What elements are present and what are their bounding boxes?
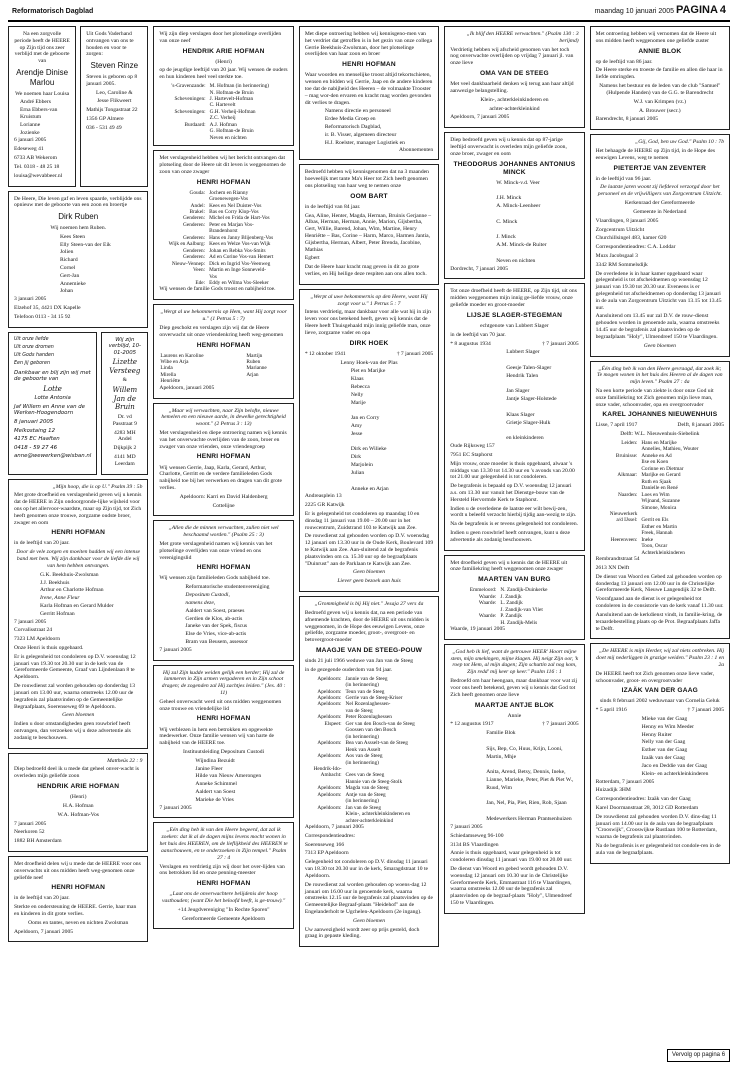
list-item xyxy=(351,407,433,414)
obituary-pietertje-van-zeventer: „Gij, God, ben uw God." Psalm 10 : 7b Het behaagde de HEERE op Zijn tijd, in de Hope des eeuwigen Levens, weg te nemen PIETERTJE VAN ZEVENTER in de leeftijd van 96 jaar. De laatste jaren woont zij liefdevol verzorgd door het personeel en de vrijwilligers van Zorgcentrum Uitzicht. Kerkenraad der Gereformeerde Gemeente in Nederland Vlaardingen, 8 januari 2005 Zorgcentrum Uitzicht Churchillsingel 483, kamer 620 Correspondentieadres: C.A. Loddar Muzs Jacobsgaal 3 3342 RM Sommelsdijk De overledene is in haar kamer opgebaard waar gelegenheid is tot afscheidnemen op woensdag 12 januari van 19.30 tot 20.30 uur. Eveneens is er gelegenheid tot afscheidnemen op donderdag 13 januari in de aula van Zorgcentrum Uitzicht van 13.15 tot 13.45 uur. Aansluitend om 13.45 uur zal D.V. de rouw-dienst gehouden worden in genoemde aula, waarna omstreeks 14.45 uur de begrafenis zal plaatsvinden op de begraafplaats "Holy", Ulmendreef 150 te Vlaardingen. Geen bloemen xyxy=(590,134,730,356)
table-cell: Waarde: xyxy=(478,593,497,600)
list-item: Geesje Talen-Slager xyxy=(506,364,552,371)
table-cell: Neven en nichten xyxy=(209,134,247,141)
list-item: Martin, Mhje xyxy=(486,753,517,760)
list-item: Neven en nichten xyxy=(496,257,536,264)
obituary-karel-nieuwenhuis: „Één ding heb ik van den Heere gevraagd, dat zoek ik; Te mogen wonen in het huis des Heeren al de dagen van mijn leven." Psalm 27 : 4a Na een korte periode van ziekte is door onze God uit onze familiekring tot Zich genomen mijn lieve man, onze vader, schoonvader, opa en overgrootvader KAREL JOHANNES NIEUWENHUIS Lisse, 7 april 1917 Delft, 8 januari 2005 Delft: W.L. Nieuwenhuis-Siebelink Leiden: Hans en Marijke Annelies, Mathieu, Wouter Bruinisse: Anneke en Ad Ilse en Koen Corinne en Dietmar Alkmaar: Marijke en Gerard Ruth en Sjaak Danielle en René Naarden: Loes en Wim Wijnand, Suzanne Simone, Monica Nieuwerkerk a/d IJssel: Gerrit en Els Esther en Martin Freek, Hannah Heerenveen: Ineke Toon, Oscar Achterkleinkinderen Rembrandtstraat 54 2613 XN Delft De dienst van Woord en Gebed zal gehouden worden op donderdag 13 januari om 12.00 uur in de Christelijke Gereformeerde Kerk, Nieuwe Langendijk 32 te Delft. Voorafgaand aan de dienst is er gelegenheid tot condoleren in de consistorie van de kerk vanaf 11.30 uur. Aansluitend aan de kerkdienst vindt, in familie-kring, de teraardebestelling plaats op de Prot. Begraafplaats Jaffa te Delft. xyxy=(590,361,730,640)
ad-name: Dirk Ruben xyxy=(58,212,99,222)
table-cell: Marijke en Gerard xyxy=(641,472,681,479)
table-cell: J. Zandijk xyxy=(500,593,522,600)
table-cell: J. Hartevelt-Hofman xyxy=(209,96,254,102)
ad-name: Lizette Versteeg xyxy=(109,358,141,375)
list-item xyxy=(486,738,578,745)
list-item: Nelly xyxy=(350,391,364,398)
obituary-maartje-antje-blok: „God heb ik lief, want de getrouwe HEER' Hoort mijne stem, mijn smekingen, mijne klagen. Hij neigt Zijn oor, 'k roep tot Hem, al mijn dagen; Zijn schuttin zal nog kom, Zijn redd' mij keer op keer." Psalm 116 : 1 Bedroefd om haar heengaan, maar dankbaar voor wat zij voor ons heeft betekend, geven wij u kennis dat God tot Zich heeft genomen onze lieve MAARTJE ANTJE BLOK Annie * 12 augustus 1917 † 7 januari 2005 Familie Blok Sijs, Bep, Co, Huus, Krijn, Looni, Martin, Mhje Anita, Arend, Betsy, Dennis, Ineke, Lianne, Marieke, Peter, Piet & Piet W., Ruud, Wim Jan, Nel, Pia, Piet, Rien, Rob, Sjaan Medewerkers Herman Prantsenhuizen 7 januari 2005 Schiedamseweg 96-100 3134 BS Vlaardingen Annie is thuis opgebaard, waar gelegenheid is tot condoleren dinsdag 11 januari van 19.00 tot 20.00 uur. De dienst van Woord en gebed wordt gehouden D.V. woensdag 12 januari om 10.30 uur in de Christelijke Gereformeerde Kerk, Emmastraat 116 te Vlaardingen, waarna omstreeks 12.00 uur de begrafenis zal plaatsvinden op de begraaf-plaats "Holy", Ulmendreef 150 te Vlaardingen. xyxy=(444,644,584,914)
page-date-label xyxy=(595,4,726,17)
table-row xyxy=(159,241,287,247)
obituary-henri-hofman-instituut: Hij zal Zijn kudde weiden gelijk een herder; Hij zal de lammeren in Zijn armen vergaderen en in Zijn schoot dragen; de zogenden zal Hij zachtjes leiden." (Jes. 40 : 11) Geheel onverwacht werd uit ons midden weggenomen onze trouwe en vriendelijke lid HENRI HOFMAN Wij verblezen in hem een betrokken en opgewekte medewerker. Onze familie wensen wij van harte de nabijheid van de HEERE toe. Instituutsleiding Depositum Custodi Wijndina Bezuidt Janine Fleer Hilde van Nieuw Amerongen Anneke Schimmel Aaldert van Soest Marieke de Vries 7 januari 2005 xyxy=(153,665,293,819)
ad-name: MAARTJE ANTJE BLOK xyxy=(474,701,555,709)
obituary-theodorus-minck: Diep bedroefd geven wij u kennis dat op 87-jarige leeftijd onverwacht is overleden mijn geliefde zoon, onze broer, zwager en oom THEODORUS JOHANNES ANTONIUS MINCK W. Minck-v.d. Veer J.H. Minck A. Minck-Leenheer C. Minck J. Minck A.M. Minck-de Ruiter Neven en nichten Dordrecht, 7 januari 2005 xyxy=(444,132,584,279)
list-item xyxy=(496,227,578,234)
table-cell: Nieuwerkerk xyxy=(609,511,638,518)
table-cell: Wijk en Aalburg: xyxy=(168,241,206,248)
list-item xyxy=(506,427,578,434)
table-cell: Toon, Oscar xyxy=(641,543,668,550)
table-cell: Vos xyxy=(209,273,217,280)
table-cell: Burdaard: xyxy=(184,121,206,128)
table-row xyxy=(159,135,287,141)
table-cell: Andel: xyxy=(190,202,206,209)
list-item: Dirk en Wilieke xyxy=(350,446,387,453)
table-cell: Hannie van de Steeg-Stolk xyxy=(345,778,403,785)
table-cell: Apeldoorn: xyxy=(317,804,342,811)
ad-name: OMA VAN DE STEEG xyxy=(480,70,549,78)
obituary-dirk-hoek: „Werpt al uwe bekommernis op den Heere, want Hij zorgt voor u." 1 Petrus 5 : 7 Intens verdrietig, maar dankbaar voor alle wat hij in zijn leven voor ons betekend heeft, geven wij kennis dat de Heere heeft Thuisgehaald mijn innig geliefde man, onze lieve, zorgzame vader en opa DIRK HOEK * 12 oktober 1941 † 7 januari 2005 Lenny Hoek-van der Plas Piet en Marijke Klaas Rebecca Nelly Marije Jan en Corry Amy Jesse Dirk en Wilieke Dirk Marjolein Julian Anneke en Arjan Andreasplein 13 2225 GR Katwijk Er is gelegenheid tot condoleren op maandag 10 en dinsdag 11 januari van 19.00 – 20.00 uur in het rouwcentrum, Zuidstrand 103 te Katwijk aan Zee. De rouwdienst zal gehouden worden op D.V. woensdag 12 januari om 13.30 uur in de Oude Kerk, Boulevard 109 te Katwijk aan Zee. Aan-sluitend zal de begrafenis plaatsvinden om ca. 15.30 uur op de begraafplaats "Duinrust" aan de Parklaan te Katwijk aan Zee. Geen bloemen Liever geen bezoek aan huis xyxy=(299,289,439,592)
table-cell: Genderen: xyxy=(183,254,206,261)
list-item: Medewerkers Herman Prantsenhuizen xyxy=(486,816,572,823)
table-cell: Michel en Frida de Hart-Vos xyxy=(209,215,270,222)
ad-name: Willem Jan de Bruin xyxy=(112,386,138,412)
table-cell: Apeldoorn: xyxy=(317,701,342,708)
ad-people xyxy=(500,349,578,442)
table-cell: P. Zandijk xyxy=(500,613,522,620)
table-cell: a/d IJssel: xyxy=(616,517,638,524)
table-cell: (in herinnering) xyxy=(345,759,379,766)
table-cell: G.H. Verheij-Hofman xyxy=(209,108,256,115)
obituary-henri-hofman-studentenvereniging: „Allen die de minnen verwachten, zullen niet wel beschaamd worden." (Psalm 25 : 3) Met grote verslagenheid namen wij kennis van het plotselinge overlijden van onze vriend en ons verenigingslid HENRI HOFMAN Wij wensen zijn familieleden Gods nabijheid toe. Reformatorische studentenvereniging Depositum Custodi, namens deze, Aaldert van Soest, praeses Gerdien de Klos, ab-actis Janeke van der Spek, fiscus Else de Vries, vice-ab-actis Bram van Beusem, assessor 7 januari 2005 xyxy=(153,520,293,660)
table-cell: Kees en Nel Duister-Vos xyxy=(209,202,262,209)
ad-family-table xyxy=(159,190,287,287)
table-cell: Apeldoorn: xyxy=(317,791,342,798)
table-cell: (in herinnering) xyxy=(345,682,379,689)
list-item xyxy=(351,478,433,485)
table-cell: Ineke xyxy=(641,536,654,543)
table-cell: Wijnand, Suzanne xyxy=(641,498,681,505)
masthead xyxy=(8,0,730,22)
list-item: Dirk xyxy=(350,454,362,461)
obituary-henri-hofman-neef: Met droefheid delen wij u mede dat de HEERE voor ons onverwachts uit ons midden heeft weg-genomen onze geliefde neef HENRI HOFMAN in de leeftijd van 20 jaar. Sterkte en ondersteuning de HEERE. Gerrie, haar man en kinderen in dit grote verlies. Ooms en tantes, neven en nichten Zwolsman Apeldoorn, 7 januari 2005 xyxy=(8,856,148,943)
table-cell: Ruth en Sjaak xyxy=(641,478,672,485)
list-item xyxy=(506,357,578,364)
list-item xyxy=(351,439,433,446)
table-cell: Bruinisse: xyxy=(615,452,638,459)
ad-name: HENRI HOFMAN xyxy=(196,880,251,888)
list-item: Anneke en Arjan xyxy=(350,485,389,492)
ad-sign: Namens directie en personeel Erdee Media Groep en Reformatorisch Dagblad, ir. B. Visser, algemeen directeur H.J. Roelster, manager Logistiek en Abonnementen xyxy=(324,108,434,154)
list-item: Jan, Nel, Pia, Piet, Rien, Rob, Sjaan xyxy=(486,800,567,807)
column-1 xyxy=(8,26,148,1062)
table-cell: Brandenhorst xyxy=(209,228,238,235)
table-cell: Eddy en Wilma Vos-Sleeker xyxy=(209,279,269,286)
table-cell: Z.C. Verheij xyxy=(209,115,236,122)
table-cell: Johan en Rebka Vos-Smits xyxy=(209,247,266,254)
list-item xyxy=(486,761,578,768)
list-item: Lubbert Slager xyxy=(506,349,540,356)
list-item: Grietje Slager-Hulk xyxy=(506,419,551,426)
table-cell: Loes en Wim xyxy=(641,491,670,498)
table-cell: Danielle en René xyxy=(641,485,678,492)
table-cell: Alkmaar: xyxy=(617,472,638,479)
list-item: Jantje Slager-Holstede xyxy=(506,396,557,403)
table-cell: Annelies, Mathieu, Wouter xyxy=(641,446,699,453)
table-cell: Dick en Ingrid Vos-Veenweg xyxy=(209,260,271,267)
ad-name: ANNIE BLOK xyxy=(638,47,682,55)
list-item: Mieke van der Gaag xyxy=(641,716,688,723)
table-cell: Henk van Asselt xyxy=(345,746,381,753)
ad-name: HENRI HOFMAN xyxy=(342,61,396,69)
table-cell: Gerrit en Els xyxy=(641,517,669,524)
table-cell: Wibe en Arja xyxy=(160,358,189,365)
birth-ad-lotte: Uit onze liefde Uit onze dromen Uit Gods handen Een jij geboren Dankbaar en blij zijn wij met de geboorte van Lotte Lotte Antonia Jaf Willem en Anne van de Werken-Hoogendoorn 8 januari 2005 Melkostaing 12 4175 EC Haaften 0418 - 59 27 46 anne@wewerken@wisban.nl xyxy=(8,332,97,475)
table-cell: Klein-, achterkleinkinderen en xyxy=(345,811,411,818)
table-cell: Apeldoorn: xyxy=(317,694,342,701)
list-item: Piet en Marijke xyxy=(350,368,386,375)
table-cell: Bas en Corry Klop-Vos xyxy=(209,209,259,215)
table-cell: Kees en Welze Vos-van Wijk xyxy=(209,241,271,248)
table-cell: Genderen: xyxy=(183,234,206,241)
table-cell: L. Zandijk xyxy=(500,600,523,607)
table-cell: Cees van de Steeg xyxy=(345,772,385,779)
table-cell: Ad en Corine Vos-van Hemert xyxy=(209,254,274,261)
ad-friends-table xyxy=(159,353,287,385)
obituary-annie-blok-club: Met ontroering hebben wij vernomen dat de Heere uit ons midden heeft weggenomen one geliefde zuster ANNIE BLOK op de leeftijd van 86 jaar. De Heere sterke en troeste de familie en allen die haar in liefde omringden. Namens het bestuur en de leden van de club "Samuel" (Hulpende Handen) van de G.G. te Barendrecht W.J. van Krimpen (vz.) A. Brouwer (secr.) Barendrecht, 8 januari 2005 xyxy=(590,26,730,130)
list-item: Familie Blok xyxy=(486,730,516,737)
ad-people xyxy=(490,180,578,265)
obituary-oom-bart: Bedroefd hebben wij kennisgenomen dat na 3 maanden hoeveelijk met tante Ma's Heer tot Zich heeft genomen ons plotseling van haar weg te nemen onze OOM BART in de leeftijd van 84 jaar. Gea, Aline, Henter, Magda, Herman, Bruinis Gerjanne – Albas, Herman, Herman, Annie, Marion, Gijsbertha, Gert, Willie, Barend, Johan, Wim, Martine, Henry Henriëtte – Bas, Corine – Harm, Marco, Harmen Jantia, Gijsbertha, Herman, Albert, Peter Brenda, Jacobine, Mathias Egbert Dat de Heere haar kracht mag geven in dit zo grote verlies, en Hij heilige deze respiten aan ons allen toch. xyxy=(299,164,439,285)
table-cell: Groenewegen-Vos xyxy=(209,196,249,203)
marriage-ad-lizette-willem: Wij zijn verblijd, 10-01-2005 Lizette Versteeg & Willem Jan de Bruin Dr. vd Passtraat 9 4283 MH Andel Dijkpijk 2 4141 MD Leerdam xyxy=(101,332,148,475)
table-cell: achter-achterkleinkind xyxy=(345,817,394,824)
table-cell: Ruben xyxy=(246,358,261,365)
ad-family-table xyxy=(596,440,724,556)
birth-ad-steven: Uit Gods Vaderhand ontvangen van ons te houden en voor te zorgen: Steven Rinze Steven is geboren op 8 januari 2005. Leo, Caroline & Jesse Flikweert Mathijs Tongastraat 22 1356 GP Almere 036 - 531 49 49 xyxy=(80,26,148,187)
list-item: Marije xyxy=(350,399,366,406)
ad-name: IZAÄK VAN DER GAAG xyxy=(621,687,699,695)
table-cell: Ede: xyxy=(195,279,206,286)
ad-name: HENRI HOFMAN xyxy=(51,884,106,892)
ad-name: THEODORUS JOHANNES ANTONIUS MINCK xyxy=(453,160,576,176)
obituary-henri-hofman-penningmeester: „Eén ding heb ik van den Heere begeerd, dat zal ik zoeken: dat ik al de dagen mijns levens mocht wonen in het huis des HEEREN, om de lieflijkheid des HEEREN te aanschouwen, en te onderzoeken in Zijn tempel." Psalm 27 : 4 Verslagen en verdrietig zijn wij door het over-lijden van ons betrokken lid en onze penning-meester HENRI HOFMAN „Laat ons de onverwachtere belijdenis der hoop vasthouden; (want Die het beloofd heeft, is ge-trouw)." +14 Jeugdvereniging "In Rechte Sporen" Gereformeerde Gemeente Apeldoorn xyxy=(153,822,293,929)
ad-name: MAAGJE VAN DE STEEG-POUW xyxy=(315,646,423,654)
table-cell: Peter en Marjan Vos- xyxy=(209,221,254,228)
column-4 xyxy=(444,26,584,1062)
ad-text: De Heere, Die leven gaf en leven spaarde, verblijdde ons opnieuw met de geboorte van een zoon en broertje xyxy=(14,195,142,209)
list-item xyxy=(506,381,578,388)
obituary-henri-hofman-collega: Met diepe ontroering hebben wij kennisgeno-men van het verdriet dat getroffen is in het gezin van onze collega Gerrie Beekhuis-Zwolsman, door het plotselinge overlijden van haar zoon en broer HENRI HOFMAN Waar woorden en menselijke troost altijd tekortschieten, wensen en bidden wij Gerrie, Jaap en de andere kinderen toe dat de nabijheid des Heeren – de volmaakte Trooster – mag wor-den ervaren en kracht mag worden gevonden dit verlies te dragen. Namens directie en personeel Erdee Media Groep en Reformatorisch Dagblad, ir. B. Visser, algemeen directeur H.J. Roelster, manager Logistiek en Abonnementen xyxy=(299,26,439,160)
ad-name: HENRI HOFMAN xyxy=(196,715,251,723)
ad-name: HENRI HOFMAN xyxy=(51,529,106,537)
table-cell: Nel Rozenlaghessen- xyxy=(345,701,391,708)
list-item: Jan en Corry xyxy=(350,415,380,422)
column-5 xyxy=(590,26,730,1062)
ad-name: HENDRIK ARIE HOFMAN xyxy=(37,783,120,791)
table-cell: Esther en Martin xyxy=(641,523,677,530)
list-item xyxy=(486,808,578,815)
table-cell: Naarden: xyxy=(617,491,638,498)
table-cell xyxy=(159,135,208,141)
table-cell: M. Hofman (in herinnering) xyxy=(209,83,270,90)
ad-name: Steven Rinze xyxy=(90,61,139,71)
ad-name: HENRI HOFMAN xyxy=(196,453,251,461)
list-item: en kleinkinderen xyxy=(506,435,544,442)
table-cell: Gouda: xyxy=(189,189,206,196)
list-item xyxy=(496,211,578,218)
list-item: C. Minck xyxy=(496,218,518,225)
list-item: Ruud, Wim xyxy=(486,784,512,791)
list-item: Esther van der Gaag xyxy=(641,747,688,754)
table-cell: Anneke en Ad xyxy=(641,452,672,459)
paper-name: Reformatorisch Dagblad xyxy=(12,8,94,16)
ad-text: Na een zorgvolle periode heeft de HEERE op Zijn tijd ons zeer verblijd met de geboorte van xyxy=(14,31,70,65)
ad-text: Uit Gods Vaderhand ontvangen van ons te houden en voor te zorgen: xyxy=(86,31,134,58)
table-cell: G. Hofman-de Bruin xyxy=(209,128,254,135)
table-cell: H. Zandijk-Melis xyxy=(500,619,538,626)
ad-people xyxy=(345,368,433,492)
list-item xyxy=(496,187,578,194)
table-cell: C. Hartevelt xyxy=(209,102,236,109)
ad-people: Kees Steen Elly Steen-van der Eik Jolien Richard Cornel Gert-Jan Annemieke Johan xyxy=(60,233,111,295)
obituary-maarten-van-burg: Met droefheid geven wij u kennis dat de HEERE uit onze familiekring heeft weggenomen onze zwager MAARTEN VAN BURG Emmeloord: N. Zandijk-Duinkerke Waarde: J. Zandijk Waarde: L. Zandijk J. Zandijk-van Vliet Waarde: P. Zandijk H. Zandijk-Melis Waarde, 19 januari 2005 xyxy=(444,555,584,640)
list-item: Klaas xyxy=(350,376,364,383)
table-row xyxy=(159,83,287,89)
ad-name: PIETERTJE VAN ZEVENTER xyxy=(613,164,707,172)
ad-name: Arendje Dinise Marlou xyxy=(16,68,69,87)
ad-name: HENRI HOFMAN xyxy=(196,178,251,186)
table-cell: Mirella xyxy=(160,371,176,378)
list-item: A.M. Minck-de Ruiter xyxy=(496,242,547,249)
list-item: Izaäk van der Gaag xyxy=(641,755,685,762)
list-item: Henny en Wim Meeder xyxy=(641,723,694,730)
obituary-oma-van-de-steeg: „Ik blijf den HEERE verwachten." (Psalm 130 : 3 berijmd) Verdrietig hebben wij afscheid genomen van het toch nog onverwachte overlijden op vrijdag 7 januari jl. van onze lieve OMA VAN DE STEEG Met veel dankbaarheid denken wij terug aan haar altijd aanwezige belangstelling. Klein-, achterkleinkinderen en achter-achterkleinkind Apeldoorn, 7 januari 2005 xyxy=(444,26,584,128)
birth-ad-arendje: Na een zorgvolle periode heeft de HEERE op Zijn tijd ons zeer verblijd met de geboorte van Arendje Dinise Marlou We noemen haar Louisa André Ebbers Erna Ebbers-van Kruistum Lorianne Jozienke 6 januari 2005 Edeseweg 41 6733 AB Wekerom Tel. 0318 - 48 25 18 louisa@wevabbeer.nl xyxy=(8,26,76,187)
ad-family-table xyxy=(450,587,578,626)
table-cell: (in herinnering) xyxy=(345,733,379,740)
table-cell: N. Hofman-de Bruin xyxy=(209,89,254,96)
column-3 xyxy=(299,26,439,1062)
list-item: W. Minck-v.d. Veer xyxy=(496,179,540,186)
table-cell: Jochem en Rianny xyxy=(209,189,249,196)
list-item xyxy=(486,793,578,800)
table-cell: Genderen: xyxy=(183,221,206,228)
ad-name: LIJSJE SLAGER-STEGEMAN xyxy=(466,311,563,319)
table-cell: Hans en Janny Blijenberg-Vos xyxy=(209,234,274,241)
table-cell: Bea van Assselt-van de Steeg xyxy=(345,740,408,747)
birth-ad-dirk-ruben: De Heere, Die leven gaf en leven spaarde, verblijdde ons opnieuw met de geboorte van een zoon en broertje Dirk Ruben Wij noemen hem Ruben. Kees Steen Elly Steen-van der Eik Jolien Richard Cornel Gert-Jan Annemieke Johan 3 januari 2005 Elzehof 35, 4421 DX Kapelle Telefoon 0113 - 34 15 92 xyxy=(8,191,148,328)
table-cell: Hans en Marijke xyxy=(641,440,677,447)
table-cell: Arjan xyxy=(246,371,259,378)
table-cell: Apeldoorn: xyxy=(317,785,342,792)
ad-name: MAARTEN VAN BURG xyxy=(478,576,551,584)
table-cell: Brakel: xyxy=(189,209,206,215)
table-cell: Peter Rozenlaghessen xyxy=(345,714,392,721)
table-cell: Jan van de Steeg xyxy=(345,804,381,811)
table-cell: Genderen: xyxy=(183,247,206,254)
page-label: PAGINA xyxy=(675,3,718,16)
table-cell: Waarde: xyxy=(478,613,497,620)
list-item: Jesse xyxy=(350,430,363,437)
table-cell: Laurens en Karoline xyxy=(160,352,204,359)
table-cell: Martin en Inge Sonneveld- xyxy=(209,267,267,274)
list-item: Marjolein xyxy=(350,462,373,469)
list-item: Jan Slager xyxy=(506,388,530,395)
list-item: Amy xyxy=(350,423,362,430)
obituary-lijsje-slager: Tot onze droefheid heeft de HEERE, op Zijn tijd, uit ons midden weggenomen mijn innig ge-liefde vrouw, onze geliefde moeder en groot-moeder LIJSJE SLAGER-STEGEMAN echtgenote van Lubbert Slager in de leeftijd van 70 jaar. * 8 augustus 1934 † 7 januari 2005 Lubbert Slager Geesje Talen-Slager Hendrik Talen Jan Slager Jantje Slager-Holstede Klaas Slager Grietje Slager-Hulk en kleinkinderen Oude Rijksweg 157 7951 EC Staphorst Mijn vrouw, onze moeder is thuis opgebaard, alwaar 's middags van 13.30 tot 14.30 uur en 's avonds van 20.00 tot 21.00 uur gelegenheid is tot condoleren. De begrafenis is bepaald op D.V. woensdag 12 januari a.s. om 13.30 uur vanuit het Dienstge-bouw van de Hersteld Hervormde Kerk te Staphorst. Indien u de overledene de laatste eer wilt bewij-zen, wordt u beleefd verzocht hierbij tijdig aan-wezig te zijn. Na de begrafenis is er tevens gelegenheid tot condoleren. Indien u geen rouwbrief heeft ontvangen, kunt u deze advertentie als zodanig beschouwen. xyxy=(444,283,584,550)
list-item: Rebecca xyxy=(350,383,370,390)
table-cell: Linda xyxy=(160,365,173,372)
ad-people: G.K. Beekhuis-Zwolsman J.J. Beekhuis Arthur en Charlotte Hofman Irene, Anne Fleur Karla Hofman en Gerard Mulder Gerritt Hofman xyxy=(40,571,114,617)
table-cell: Heerenveen: xyxy=(610,536,638,543)
table-cell: Leiden: xyxy=(621,440,638,447)
table-cell: A.J. Hofman xyxy=(209,121,237,128)
ad-side-verse: Uit onze liefde Uit onze dromen Uit Gods handen Een jij geboren xyxy=(14,336,55,367)
obituary-izaak-van-der-gaag: „De HEERE is mijn Herder, wij zal niets ontbreken. Hij doet mij nederliggen in grazige weiden." Psalm 23 : 1 en 2a De HEERE heeft tot Zich genomen onze lieve vader, schoonvader, groot- en overgrootvader IZAÄK VAN DER GAAG sinds 8 februari 2002 weduwnaar van Cornelia Geluk * 5 april 1916 † 7 januari 2005 Mieke van der Gaag Henny en Wim Meeder Henny Ruiter Nelly van der Gaag Esther van der Gaag Izaäk van der Gaag Jaco en Deddie van der Gaag Klein- en achterkleinkinderen Rotterdam, 7 januari 2005 Huizadijk 3HM Correspondentieadres: Izaäk van der Gaag Karel Doormanstraat 28, 3012 GD Rotterdam De rouwdienst zal gehouden worden D.V. dins-dag 11 januari om 14.00 uur in de aula van de begraafplaats "Crooswijk", Crooswijkse Rustlaan 100 te Rotterdam, waarna de begrafenis zal plaatsvinden. Na de begrafenis is er gelegenheid tot condole-ren in de aula van de begraafplaats. xyxy=(590,643,730,863)
table-cell: Corinne en Dietmar xyxy=(641,465,684,472)
table-cell: 's-Gravenzande: xyxy=(171,83,206,90)
issue-date: maandag 10 januari 2005 xyxy=(594,7,674,15)
table-cell: N. Zandijk-Duinkerke xyxy=(500,587,548,594)
list-item: A. Minck-Leenheer xyxy=(496,203,541,210)
table-cell: Apeldoorn: xyxy=(317,740,342,747)
table-cell: J. Zandijk-van Vliet xyxy=(500,606,543,613)
column-2 xyxy=(153,26,293,1062)
obituary-hendrik-arie-hofman: Mattheüs 22 : 9 Diep bedroefd deel ik u mede dat geheel onver-wacht is overleden mijn geliefde zoon HENDRIK ARIE HOFMAN (Henri) H.A. Hofman W.A. Hofman-Vos 7 januari 2005 Neerkoren 52 1882 BH Amsterdam xyxy=(8,753,148,852)
list-item xyxy=(496,250,578,257)
list-item: Hendrik Talen xyxy=(506,372,539,379)
table-cell: Apeldoorn: xyxy=(317,753,342,760)
obituary-henri-hofman-vriendengroep: „Maar wij verwachten, naar Zijn belofte, nieuwe hemelen en een nieuwe aarde, in dewelke gerechtigheid woont." (2 Petrus 3 : 13) Met verslagenheid en diepe ontroering namen wij kennis van het onverwachte overlijden van de zoon, broer en zwager van onze vrienden, onze vriendengroep HENRI HOFMAN Wij wensen Gerrie, Jaap, Karla, Gerard, Arthur, Charlotte, Gerritt en de verdere familieleden Gods nabijheid toe bij het verwerken en dragen van dit grote verlies. Apeldoorn: Karri en David Haldenberg Cottelijne xyxy=(153,403,293,517)
table-cell: Elspeet: xyxy=(324,720,342,727)
table-cell: Nieuw-Vennep: xyxy=(171,260,206,267)
ad-people xyxy=(636,716,724,778)
ad-name: HENRI HOFMAN xyxy=(196,564,251,572)
ad-family-table xyxy=(305,676,433,824)
table-cell: Ger van den Bosch-van de Steeg xyxy=(345,720,415,727)
obituary-henri-hofman-vrienden: „Wergt al uw bekommernis op Hem, want Hij zorgt voor u." (1 Petrus 5 : 7) Diep geschokt en verslagen zijn wij dat de Heere onverwacht uit onze vriendenkring heeft weg-genomen HENRI HOFMAN Laurens en Karoline Martijn Wibe en Arja Ruben Linda Marianne Mirella Arjan Henriëtte Apeldoorn, januari 2005 xyxy=(153,304,293,398)
table-cell: Henriëtte xyxy=(160,378,181,385)
obituary-henri-hofman-zwagers: Met verslagenheid hebben wij het bericht ontvangen dat plotseling door de Heere uit dit leven is weggenomen de zoon van onze zwager HENRI HOFMAN Gouda: Jochem en Rianny Groenewegen-Vos Andel: Kees en Nel Duister-Vos Brakel: Bas en Corry Klop-Vos Genderen: Michel en Frida de Hart-Vos Genderen: Peter en Marjan Vos- Brandenhorst Genderen: Hans en Janny Blijenberg-Vos Wijk en Aalburg: Kees en Welze Vos-van Wijk Genderen: Johan en Rebka Vos-Smits Genderen: Ad en Corine Vos-van Hemert Nieuw-Vennep: Dick en Ingrid Vos-Veenweg Veen: Martin en Inge Sonneveld- Vos Ede: Eddy en Wilma Vos-Sleeker Wij wensen de familie Gods troost en nabijheid toe. xyxy=(153,150,293,300)
ad-people xyxy=(480,730,578,823)
table-cell: Magda van de Steeg xyxy=(345,785,389,792)
table-cell: Hendrik-Ido- xyxy=(313,765,342,772)
obituary-maagje-van-de-steeg: „Grommigheid is bij Hij niet." Jesaja 27 vers 4a Bedroefd geven wij u kennis dat, na een periode van afnemende krachten, door de HEERE uit ons midden is weggenomen, in de Hope des eeuwigen Levens, onze geliefde, zorgzame moeder, groot-, overgroot- en betovergroot-moeder MAAGJE VAN DE STEEG-POUW sinds 21 juli 1966 weduwe van Jan van de Steeg in de gezegende ouderdom van 94 jaar. Apeldoorn: Jannie van de Steeg (in herinnering) Apeldoorn: Teun van de Steeg Apeldoorn: Gerrie van de Steeg-Kriser Apeldoorn: Nel Rozenlaghessen- van de Steeg Apeldoorn: Peter Rozenlaghessen Elspeet: Ger van den Bosch-van de Steeg Goossen van den Bosch (in herinnering) Apeldoorn: Bea van Assselt-van de Steeg Henk van Asselt Apeldoorn: Aos van de Steeg (in herinnering) Hendrik-Ido- Ambacht: Cees van de Steeg Hannie van de Steeg-Stolk Apeldoorn: Magda van de Steeg Apeldoorn: Antje van de Steeg (in herinnering) Apeldoorn: Jan van de Steeg Klein-, achterkleinkinderen en achter-achterkleinkind Apeldoorn, 7 januari 2005 Correspondentieadres: Soerenseweg 166 7313 EP Apeldoorn Gelegenheid tot condoleren op D.V. dinsdag 11 januari van 18.30 tot 20.30 uur in de kerk, Smaragdstraat 10 te Apeldoorn. De rouwdienst zal worden gehouden op woens-dag 12 januari om 16.00 uur in genoemde kerk, waarna omstreeks 12.15 uur de begrafenis zal plaatsvinden op de Gemeentelijke Begraaf-plaats "Heidehof" aan de Engelanderholt te Ugchelen-Apeldoorn (2e ingang). Geen bloemen Uw aanwezigheid wordt zeer op prijs gesteld, doch graag in gepaste kleding. xyxy=(299,596,439,947)
table-cell: Simone, Monica xyxy=(641,504,677,511)
table-cell: Aos van de Steeg xyxy=(345,753,383,760)
obituary-henri-hofman-family: „Mijn hoop, die is op U." Psalm 39 : 5b Met grote droefheid en verslagenheid geven wij u kennis dat de HEERE in Zijn ondoorgronde-lijke wijsheid voor ons op het allervoor-waardste, maar op Zijn tijd, tot Zich heeft genomen onze trouwe, zorgzame oudste broer, zwager en oom HENRI HOFMAN in de leeftijd van 20 jaar. Door de vele zorgen en moeiten hadden wij een intense band met hem. Wij zijn dankbaar voor de liefde die wij van hem hebben ontvangen. G.K. Beekhuis-Zwolsman J.J. Beekhuis Arthur en Charlotte Hofman Irene, Anne Fleur Karla Hofman en Gerard Mulder Gerritt Hofman 7 januari 2005 Corvalisstraat 24 7323 LM Apeldoorn Onze Henri is thuis opgebaard. Er is gelegenheid tot condoleren op D.V. woensdag 12 januari van 19.30 tot 20.30 uur in de kerk van de Gereformeerde Gemeente, Graaf van Lijndenlaan 8 te Apeldoorn. De rouwdienst zal worden gehouden op donderdag 13 januari om 13.00 uur, waarna omstreeks 12.00 uur de begrafenis zal plaatsvinden op de Gemeentelijke Begraafplaats, Soerenseweg 69 te Apeldoorn. Geen bloemen Indien u door omstandigheden geen rouwbrief heeft ontvangen, dan verzoeken wij u deze advertentie als zodanig te beschouwen. xyxy=(8,479,148,749)
table-cell: Scheveningen: xyxy=(174,108,206,115)
table-cell: Ambacht: xyxy=(320,772,342,779)
ad-name: KAREL JOHANNES NIEUWENHUIS xyxy=(602,411,718,419)
ad-name: DIRK HOEK xyxy=(349,339,389,347)
table-cell: Ilse en Koen xyxy=(641,459,669,466)
list-item: Jaco en Deddie van der Gaag xyxy=(641,762,708,769)
list-item: J. Minck xyxy=(496,234,516,241)
ad-name: HENRI HOFMAN xyxy=(196,341,251,349)
table-cell: Goossen van den Bosch xyxy=(345,727,397,734)
table-cell: Genderen: xyxy=(183,215,206,222)
ad-date: 6 januari 2005 xyxy=(14,137,47,144)
list-item: Klaas Slager xyxy=(506,411,535,418)
table-cell: Waarde: xyxy=(478,600,497,607)
list-item: Lianne, Marieke, Peter, Piet & Piet W., xyxy=(486,777,574,784)
ad-name: Lotte xyxy=(43,384,62,393)
table-cell: Gerrie van de Steeg-Kriser xyxy=(345,694,403,701)
table-cell: Martijn xyxy=(246,352,263,359)
list-item: Anita, Arend, Betsy, Dennis, Ineke, xyxy=(486,769,566,776)
ad-sub: We noemen haar Louisa xyxy=(15,90,70,97)
table-cell: Scheveningen: xyxy=(174,96,206,102)
list-item: Henny Ruiter xyxy=(641,731,672,738)
list-item: Sijs, Bep, Co, Huus, Krijn, Looni, xyxy=(486,745,563,752)
table-cell: Apeldoorn: xyxy=(317,675,342,682)
table-cell: Freek, Hannah xyxy=(641,530,673,537)
table-cell: Jannie van de Steeg xyxy=(345,675,388,682)
table-cell: van de Steeg xyxy=(345,707,373,714)
table-cell: Veen: xyxy=(193,267,206,274)
table-cell: (in herinnering) xyxy=(345,798,379,805)
list-item: Nelly van der Gaag xyxy=(641,739,686,746)
table-cell: Apeldoorn: xyxy=(317,688,342,695)
ad-people: Wijndina Bezuidt Janine Fleer Hilde van Nieuw Amerongen Anneke Schimmel Aaldert van Soest Marieke de Vries xyxy=(195,757,262,803)
obituary-hendrik-arie-hofman-neef: Wij zijn diep verslagen door het plotselinge overlijden van onze neef HENDRIK ARIE HOFMAN (Henri) op de jeugdige leeftijd van 20 jaar. Wij wensen de ouders en hun kinderen heel veel sterkte toe. 's-Gravenzande: M. Hofman (in herinnering) N. Hofman-de Bruin Scheveningen: J. Hartevelt-Hofman C. Hartevelt Scheveningen: G.H. Verheij-Hofman Z.C. Verheij Burdaard: A.J. Hofman G. Hofman-de Bruin Neven en nichten xyxy=(153,26,293,146)
list-item: J.H. Minck xyxy=(496,195,522,202)
table-cell: Marianne xyxy=(246,365,267,372)
table-cell: Teun van de Steeg xyxy=(345,688,385,695)
ad-people: André Ebbers Erna Ebbers-van Kruistum Lorianne Jozienke xyxy=(20,99,58,136)
continued-on-page-link[interactable]: Vervolg op pagina 6 xyxy=(667,1049,730,1062)
page-number: 4 xyxy=(719,3,726,16)
list-item xyxy=(506,404,578,411)
ad-name: HENDRIK ARIE HOFMAN xyxy=(182,47,265,55)
table-cell: Antje van de Steeg xyxy=(345,791,386,798)
table-cell: Achterkleinkinderen xyxy=(641,549,685,556)
list-item: Klein- en achterkleinkinderen xyxy=(641,770,709,777)
ad-family-table xyxy=(159,83,287,141)
ad-name: OOM BART xyxy=(350,192,388,200)
table-cell: Apeldoorn: xyxy=(317,714,342,721)
ad-org: Reformatorische studentenvereniging Depositum Custodi, namens deze, Aaldert van Soest, praeses Gerdien de Klos, ab-actis Janeke van der Spek, fiscus Else de Vries, vice-ab-actis Bram van Beusem, assessor xyxy=(185,584,270,645)
list-item: Julian xyxy=(350,469,365,476)
table-cell: Emmeloord: xyxy=(469,587,497,594)
